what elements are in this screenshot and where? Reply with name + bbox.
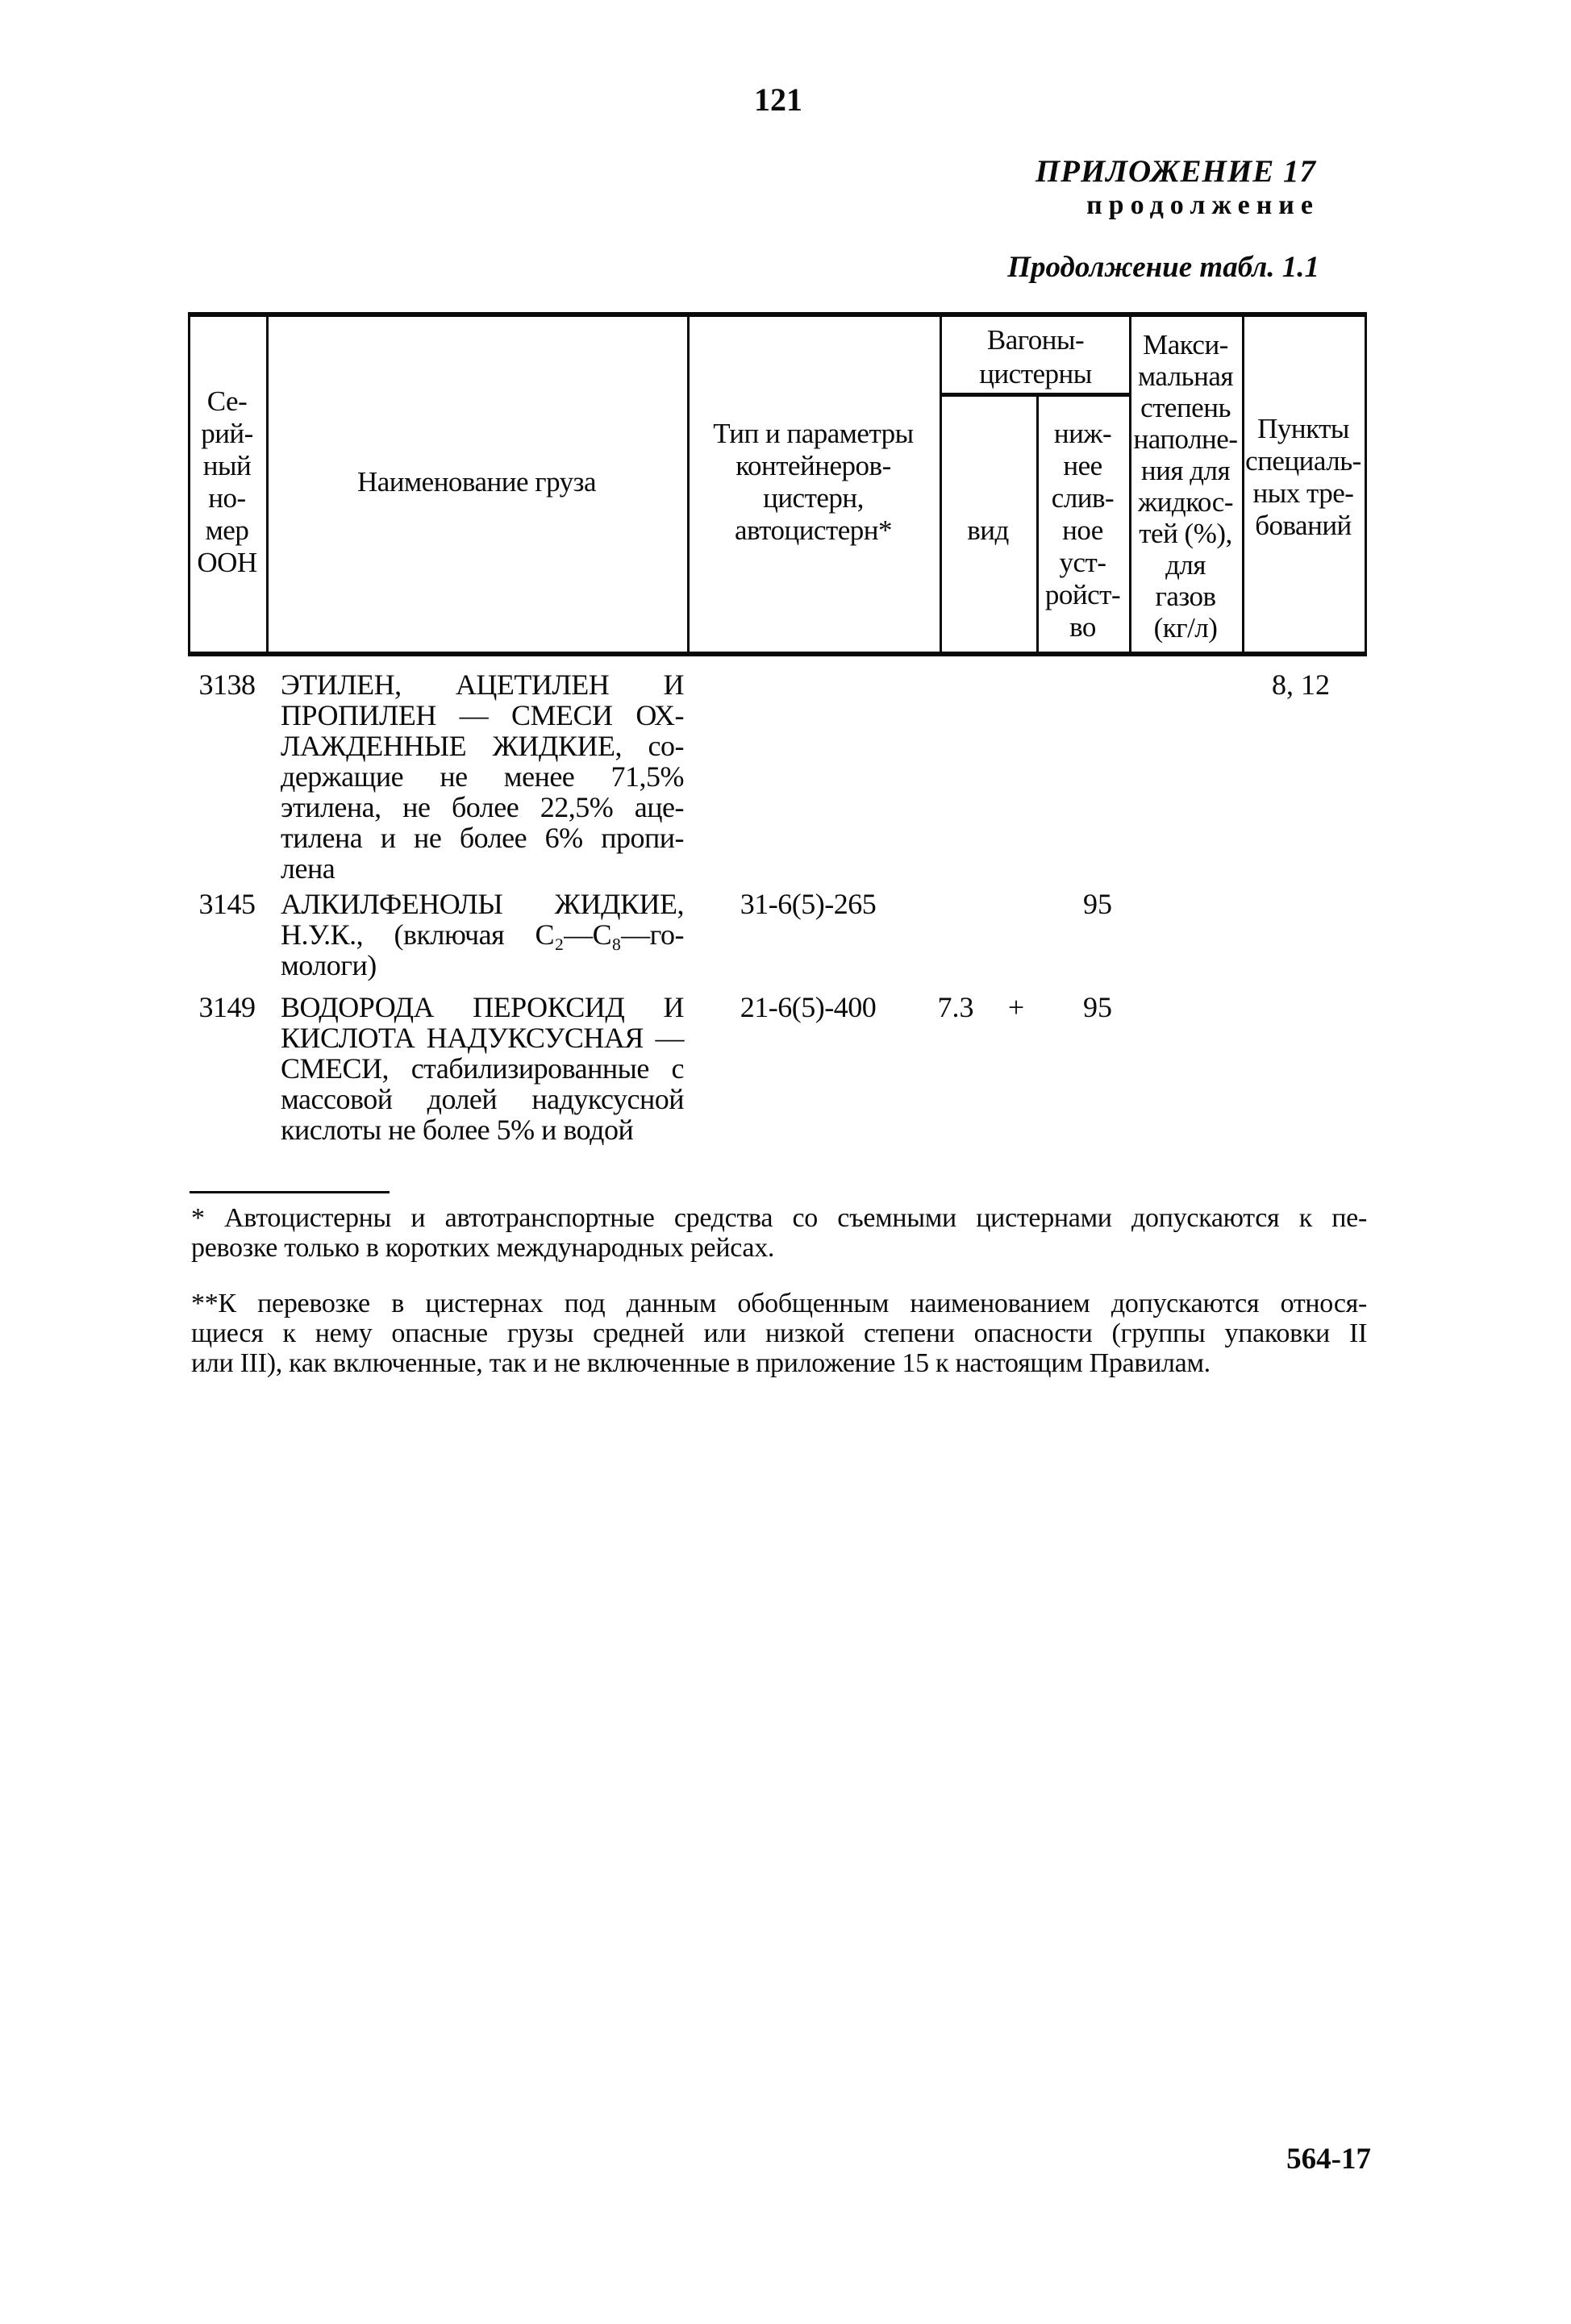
header-tank-type-params: Тип и параметры контейнеров- цистерн, автоцистерн* bbox=[713, 418, 914, 546]
un-number: 3149 bbox=[198, 991, 256, 1023]
cargo-name: ВОДОРОДА ПЕРОКСИД И КИСЛОТА НАДУКСУСНАЯ — СМЕСИ, стабилизированные с массовой долей надуксусной кислоты не более 5% и водой bbox=[281, 991, 684, 1146]
appendix-title: ПРИЛОЖЕНИЕ 17 bbox=[1035, 154, 1316, 189]
footnote-generic-name-transport: **К перевозке в цистернах под данным обобщенным наименованием допускаются относя- щиеся к нему опасные грузы средней или низкой степени опасности (группы упаковки II или III), как включенные, так и не включенные в приложение 15 к настоящим Правилам. bbox=[191, 1289, 1367, 1378]
header-cargo-name: Наименование груза bbox=[356, 466, 597, 498]
header-bottom-drain-device: ниж- нее слив- ное уст- ройст- во bbox=[1044, 418, 1121, 643]
header-un-serial-number: Се- рий- ный но- мер ООН bbox=[197, 385, 257, 578]
cargo-name: АЛКИЛФЕНОЛЫ ЖИДКИЕ, Н.У.К., (включая C₂—C₈—го- мологи) bbox=[281, 888, 684, 981]
tank-type-value: 21-6(5)-400 bbox=[740, 991, 877, 1023]
cargo-name: ЭТИЛЕН, АЦЕТИЛЕН И ПРОПИЛЕН — СМЕСИ ОХ- ЛАЖДЕННЫЕ ЖИДКИЕ, со- держащие не менее 71,5% этилена, не более 22,5% аце- тилена и не более 6% пропи- лена bbox=[281, 668, 684, 885]
page-number: 121 bbox=[754, 81, 802, 118]
document-code: 564-17 bbox=[1286, 2143, 1371, 2176]
special-points-value: 8, 12 bbox=[1272, 668, 1330, 701]
wagon-kind-value: 7.3 bbox=[937, 991, 974, 1023]
header-special-requirement-points: Пункты специаль- ных тре- бований bbox=[1245, 413, 1361, 541]
header-tank-wagons-group: Вагоны- цистерны bbox=[979, 324, 1092, 389]
wagon-group-underline bbox=[940, 393, 1131, 397]
un-number: 3138 bbox=[198, 668, 256, 701]
max-fill-value: 95 bbox=[1083, 888, 1112, 920]
table-header-bottom-border bbox=[188, 652, 1367, 656]
footnote-autocisterns: * Автоцистерны и автотранспортные средства со съемными цистернами допускаются к пе- ревозке только в коротких международных рейсах. bbox=[191, 1203, 1367, 1263]
table-right-border bbox=[1365, 314, 1367, 654]
table-top-border bbox=[188, 312, 1367, 317]
header-wagon-kind: вид bbox=[967, 514, 1009, 546]
table-continuation-caption: Продолжение табл. 1.1 bbox=[1007, 251, 1319, 284]
header-max-fill-degree: Макси- мальная степень наполне- ния для жидкос- тей (%), для газов (кг/л) bbox=[1133, 329, 1238, 643]
max-fill-value: 95 bbox=[1083, 991, 1112, 1023]
footnote-separator-rule bbox=[190, 1191, 390, 1193]
un-number: 3145 bbox=[198, 888, 256, 920]
appendix-subtitle: продолжение bbox=[1086, 190, 1319, 220]
tank-type-value: 31-6(5)-265 bbox=[740, 888, 877, 920]
bottom-drain-value: + bbox=[1007, 991, 1025, 1023]
